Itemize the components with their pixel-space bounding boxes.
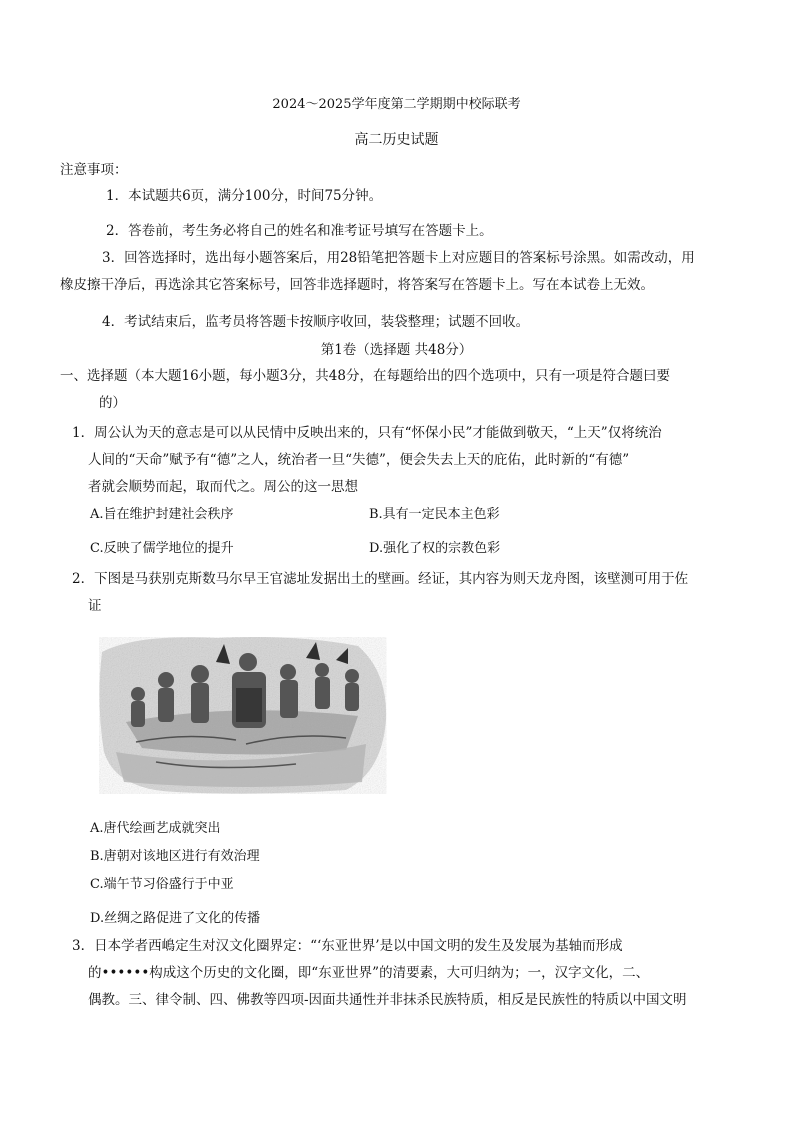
question-2-option-a[interactable]: A.唐代绘画艺成就突出 <box>90 821 221 836</box>
question-2-option-c[interactable]: C.端午节习俗盛行于中亚 <box>90 877 234 892</box>
question-3-line-3: 偶教。三、律令制、四、佛教等四项-因面共通性并非抹杀民族特质，相反是民族性的特质以中国文明 <box>88 992 687 1008</box>
question-1-option-d[interactable]: D.强化了权的宗教色彩 <box>369 541 501 556</box>
notice-item-1: 1．本试题共6页，满分100分，时间75分钟。 <box>106 188 383 204</box>
question-1-option-a[interactable]: A.旨在维护封建社会秩序 <box>90 507 234 522</box>
notice-item-3: 3．回答选择时，选出每小题答案后，用28铅笔把答题卡上对应题目的答案标号涂黑。如需改动，用 <box>102 250 695 266</box>
question-1-option-c[interactable]: C.反映了儒学地位的提升 <box>90 541 234 556</box>
section-heading: 一、选择题（本大题16小题，每小题3分，共48分，在每题给出的四个选项中，只有一项是符合题曰要 <box>60 368 670 384</box>
section-heading-cont: 的） <box>99 395 126 411</box>
question-2-option-b[interactable]: B.唐朝对该地区进行有效治理 <box>90 849 260 864</box>
notice-item-4: 4．考试结束后，监考员将答题卡按顺序收回，装袋整理；试题不回收。 <box>102 314 530 330</box>
volume-title: 第1卷（选择题 共48分） <box>320 342 473 358</box>
notice-item-3-cont: 橡皮擦干净后，再选涂其它答案标号，回答非选择题时，将答案写在答题卡上。写在本试卷上无效。 <box>60 277 654 293</box>
question-3-line-2: 的••••••构成这个历史的文化圈，即“东亚世界”的清要素，大可归纳为；一，汉字文化，二、 <box>88 965 650 981</box>
question-1-option-b[interactable]: B.具有一定民本主色彩 <box>369 507 500 522</box>
question-2-option-d[interactable]: D.丝绸之路促进了文化的传播 <box>90 911 261 926</box>
notice-item-2: 2．答卷前，考生务必将自己的姓名和准考证号填写在答题卡上。 <box>106 223 493 239</box>
question-2-line-2: 证 <box>88 598 102 614</box>
question-2-line-1: 2．下图是马获别克斯数马尔早王官滤址发据出土的壁画。经证，其内容为则天龙舟图，该壁测可用于佐 <box>72 571 689 587</box>
question-1-line-1: 1．周公认为天的意志是可以从民情中反映出来的，只有“怀保小民”才能做到敬天，“上天”仅将统治 <box>72 425 662 441</box>
mural-image <box>96 632 392 796</box>
notice-heading: 注意事项： <box>60 162 128 178</box>
question-1-line-3: 者就会顺势而起，取而代之。周公的这一思想 <box>88 479 358 495</box>
subject-title: 高二历史试题 <box>354 132 439 148</box>
question-3-line-1: 3．日本学者西嶋定生对汉文化圈界定：“‘东亚世界’是以中国文明的发生及发展为基轴而形成 <box>72 938 623 954</box>
exam-title: 2024～2025学年度第二学期期中校际联考 <box>272 97 521 112</box>
question-1-line-2: 人间的“天命”赋予有“德”之人，统治者一旦“失德”，便会失去上天的庇佑，此时新的“有德” <box>88 452 630 468</box>
